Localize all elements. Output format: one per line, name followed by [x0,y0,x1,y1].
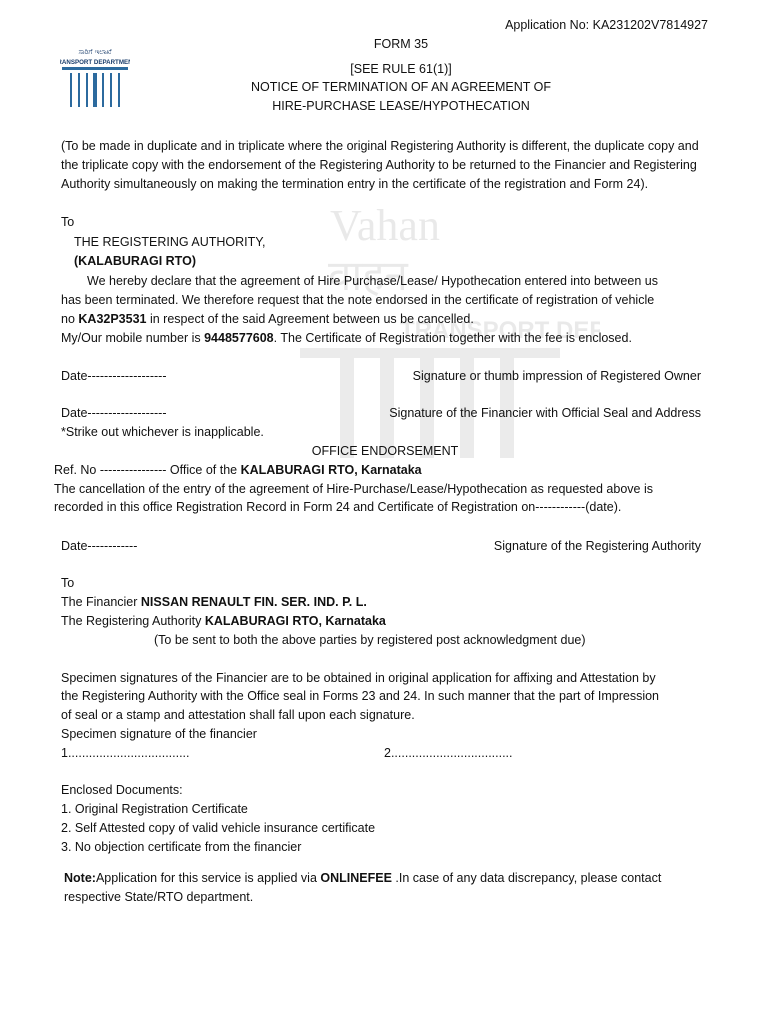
specimen-heading: Specimen signature of the financier [61,727,257,741]
vehicle-number: KA32P3531 [78,312,147,326]
watermark-line1: Vahan [330,201,440,250]
financier-line: The Financier NISSAN RENAULT FIN. SER. IND. P. L. [61,595,367,609]
financier-date-line: Date------------------- [61,406,167,420]
reference-line: Ref. No ---------------- Office of the KALABURAGI RTO, Karnataka [54,463,422,477]
endorsement-text-line-1: The cancellation of the entry of the agreement of Hire-Purchase/Lease/Hypothecation as requested above is [54,482,653,496]
duplicate-note: (To be made in duplicate and in triplicate where the original Registering Authority is different, the duplicate copy and the triplicate copy with the endorsement of the Registering Authority to be returned to the Financier and Registering Authority simultaneously on making the termination entry in the certificate of the registration and Form 24). [61,139,699,191]
footer-note-line-2: respective State/RTO department. [64,890,254,904]
title-line-1: NOTICE OF TERMINATION OF AN AGREEMENT OF [250,80,552,94]
endorsement-text-line-2: recorded in this office Registration Record in Form 24 and Certificate of Registration on------------(date). [54,500,622,514]
recipients-to-label: To [61,576,75,590]
mobile-line: My/Our mobile number is 9448577608. The Certificate of Registration together with the fee is enclosed. [61,331,632,345]
declaration-line-1: We hereby declare that the agreement of Hire Purchase/Lease/ Hypothecation entered into between us [87,274,658,288]
authority-heading: THE REGISTERING AUTHORITY, [74,235,266,249]
form-number: FORM 35 [373,37,429,51]
application-number: Application No: KA231202V7814927 [505,18,708,32]
to-label: To [61,215,75,229]
title-line-2: HIRE-PURCHASE LEASE/HYPOTHECATION [272,99,530,113]
logo-text-top: ಸಾರಿಗೆ ಇಲಾಖೆ [78,48,112,56]
watermark-line2: वाहन [328,251,408,300]
registering-authority-line: The Registering Authority KALABURAGI RTO, Karnataka [61,614,386,628]
mobile-number: 9448577608 [204,331,274,345]
payment-channel: ONLINEFEE [320,871,392,885]
declaration-line-2: has been terminated. We therefore request that the note endorsed in the certificate of registration of vehicle [61,293,655,307]
owner-signature-label: Signature or thumb impression of Registered Owner [412,369,701,383]
enclosure-item: 2. Self Attested copy of valid vehicle insurance certificate [61,821,376,835]
watermark-line3: TRANSPORT DEP [400,317,600,344]
footer-note-line-1: Note:Application for this service is applied via ONLINEFEE .In case of any data discrepancy, please contact [64,871,662,885]
declaration-line-3: no KA32P3531 in respect of the said Agreement between us be cancelled. [61,312,474,326]
authority-date-line: Date------------ [61,539,138,553]
office-endorsement-heading: OFFICE ENDORSEMENT [311,444,459,458]
authority-signature-label: Signature of the Registering Authority [493,539,701,553]
specimen-text-line-2: the Registering Authority with the Office seal in Forms 23 and 24. In such manner that the part of Impression [61,689,659,703]
specimen-text-line-3: of seal or a stamp and attestation shall fall upon each signature. [61,708,415,722]
registering-authority-name: KALABURAGI RTO, Karnataka [204,614,386,628]
owner-date-line: Date------------------- [61,369,167,383]
financier-signature-label: Signature of the Financier with Official Seal and Address [389,406,701,420]
strike-out-note: *Strike out whichever is inapplicable. [61,425,264,439]
reference-office: KALABURAGI RTO, Karnataka [240,463,422,477]
rule-reference: [SEE RULE 61(1)] [350,62,452,76]
enclosed-documents-heading: Enclosed Documents: [61,783,183,797]
enclosure-item: 1. Original Registration Certificate [61,802,248,816]
logo-text-bottom: ANSPORT DEPARTME [61,59,129,66]
authority-rto: (KALABURAGI RTO) [74,254,196,268]
specimen-signature-slot-1: 1................................... [61,746,190,760]
specimen-text-line-1: Specimen signatures of the Financier are to be obtained in original application for affixing and Attestation by [61,671,656,685]
note-label: Note: [64,871,96,885]
specimen-signature-slot-2: 2................................... [384,746,513,760]
financier-name: NISSAN RENAULT FIN. SER. IND. P. L. [140,595,367,609]
enclosure-item: 3. No objection certificate from the financier [61,840,302,854]
registered-post-note: (To be sent to both the above parties by registered post acknowledgment due) [154,633,586,647]
